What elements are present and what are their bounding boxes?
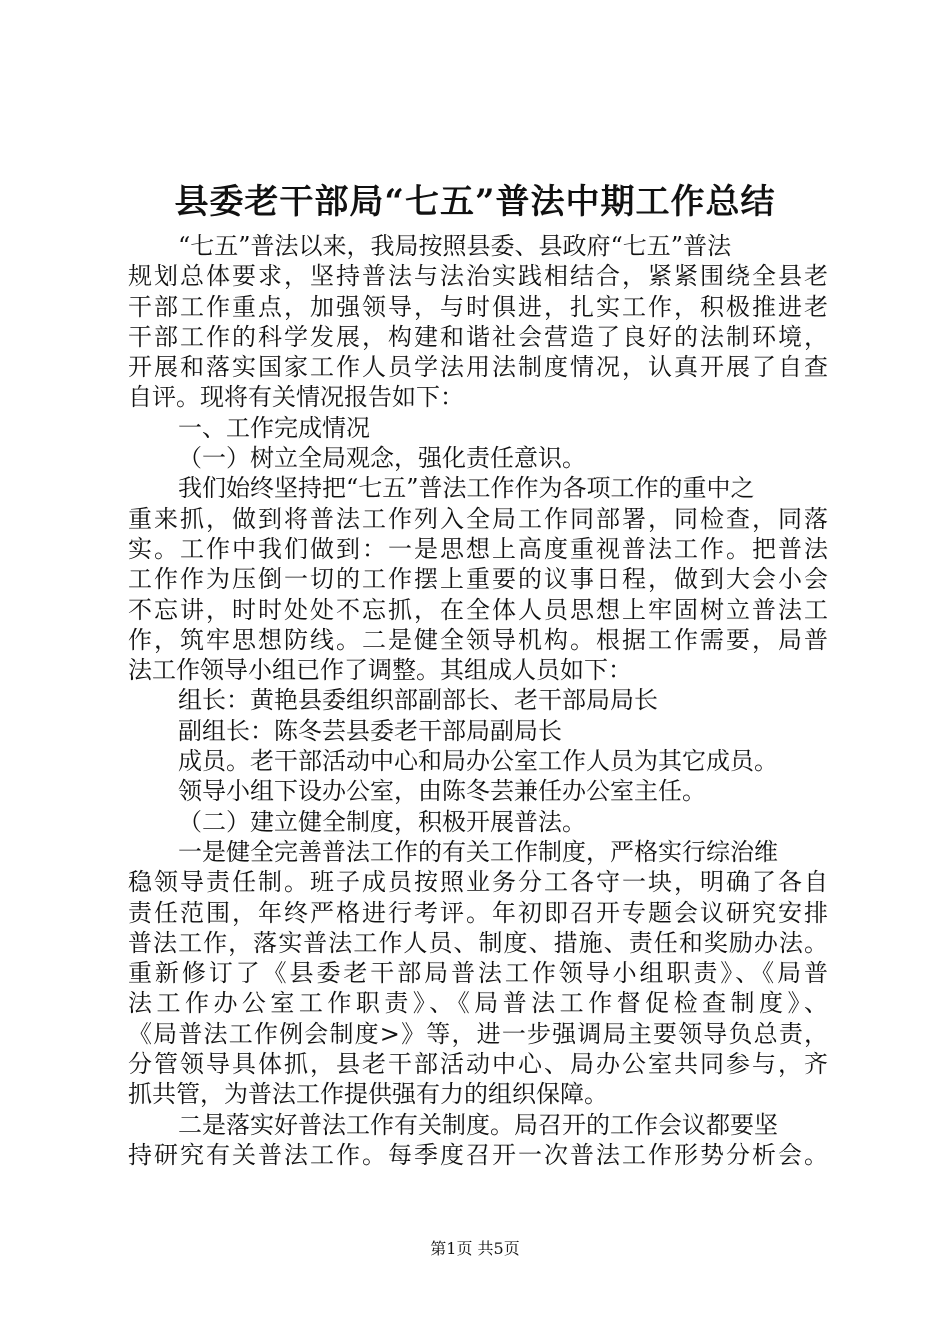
body-line: 《局普法工作例会制度>》等，进一步强调局主要领导负总责，: [128, 1019, 828, 1048]
document-body: [128, 231, 828, 1170]
body-line: 二是落实好普法工作有关制度。局召开的工作会议都要坚: [178, 1110, 778, 1139]
body-line: 抓共管，为普法工作提供强有力的组织保障。: [128, 1080, 608, 1109]
member-line: 副组长：陈冬芸县委老干部局副局长: [178, 716, 562, 745]
body-line: 法工作办公室工作职责》、《局普法工作督促检查制度》、: [128, 989, 828, 1018]
body-line: “七五”普法以来，我局按照县委、县政府“七五”普法: [178, 232, 732, 260]
body-line: 不忘讲，时时处处不忘抓，在全体人员思想上牢固树立普法工: [128, 595, 828, 624]
subsection-heading: （二）建立健全制度，积极开展普法。: [178, 807, 586, 836]
member-line: 组长：黄艳县委组织部副部长、老干部局局长: [178, 686, 658, 715]
body-line: 干部工作重点，加强领导，与时俱进，扎实工作，积极推进老: [128, 292, 828, 321]
body-line: 法工作领导小组已作了调整。其组成人员如下：: [128, 656, 632, 685]
document-title: 县委老干部局“七五”普法中期工作总结: [174, 182, 776, 222]
body-line: 自评。现将有关情况报告如下：: [128, 383, 464, 412]
section-heading: 一、工作完成情况: [178, 413, 370, 442]
body-line: 领导小组下设办公室，由陈冬芸兼任办公室主任。: [178, 777, 706, 806]
body-line: 重新修订了《县委老干部局普法工作领导小组职责》、《局普: [128, 959, 828, 988]
body-line: 干部工作的科学发展，构建和谐社会营造了良好的法制环境，: [128, 322, 828, 351]
body-line: 责任范围，年终严格进行考评。年初即召开专题会议研究安排: [128, 898, 828, 927]
body-line: 持研究有关普法工作。每季度召开一次普法工作形势分析会。: [128, 1140, 828, 1169]
body-line: 分管领导具体抓，县老干部活动中心、局办公室共同参与，齐: [128, 1050, 828, 1079]
body-line: 实。工作中我们做到：一是思想上高度重视普法工作。把普法: [128, 534, 828, 563]
page-number: 第1页 共5页: [430, 1239, 520, 1258]
body-line: 作，筑牢思想防线。二是健全领导机构。根据工作需要，局普: [128, 625, 828, 654]
member-line: 成员。老干部活动中心和局办公室工作人员为其它成员。: [178, 747, 778, 776]
body-line: 我们始终坚持把“七五”普法工作作为各项工作的重中之: [178, 474, 755, 503]
subsection-heading: （一）树立全局观念，强化责任意识。: [178, 444, 586, 473]
body-line: 稳领导责任制。班子成员按照业务分工各守一块，明确了各自: [128, 868, 828, 897]
body-line: 开展和落实国家工作人员学法用法制度情况，认真开展了自查: [128, 353, 828, 382]
body-line: 工作作为压倒一切的工作摆上重要的议事日程，做到大会小会: [128, 565, 828, 594]
body-line: 一是健全完善普法工作的有关工作制度，严格实行综治维: [178, 837, 778, 866]
body-line: 规划总体要求，坚持普法与法治实践相结合，紧紧围绕全县老: [128, 262, 828, 291]
body-line: 普法工作，落实普法工作人员、制度、措施、责任和奖励办法。: [128, 928, 828, 957]
body-line: 重来抓，做到将普法工作列入全局工作同部署，同检查，同落: [128, 504, 828, 533]
